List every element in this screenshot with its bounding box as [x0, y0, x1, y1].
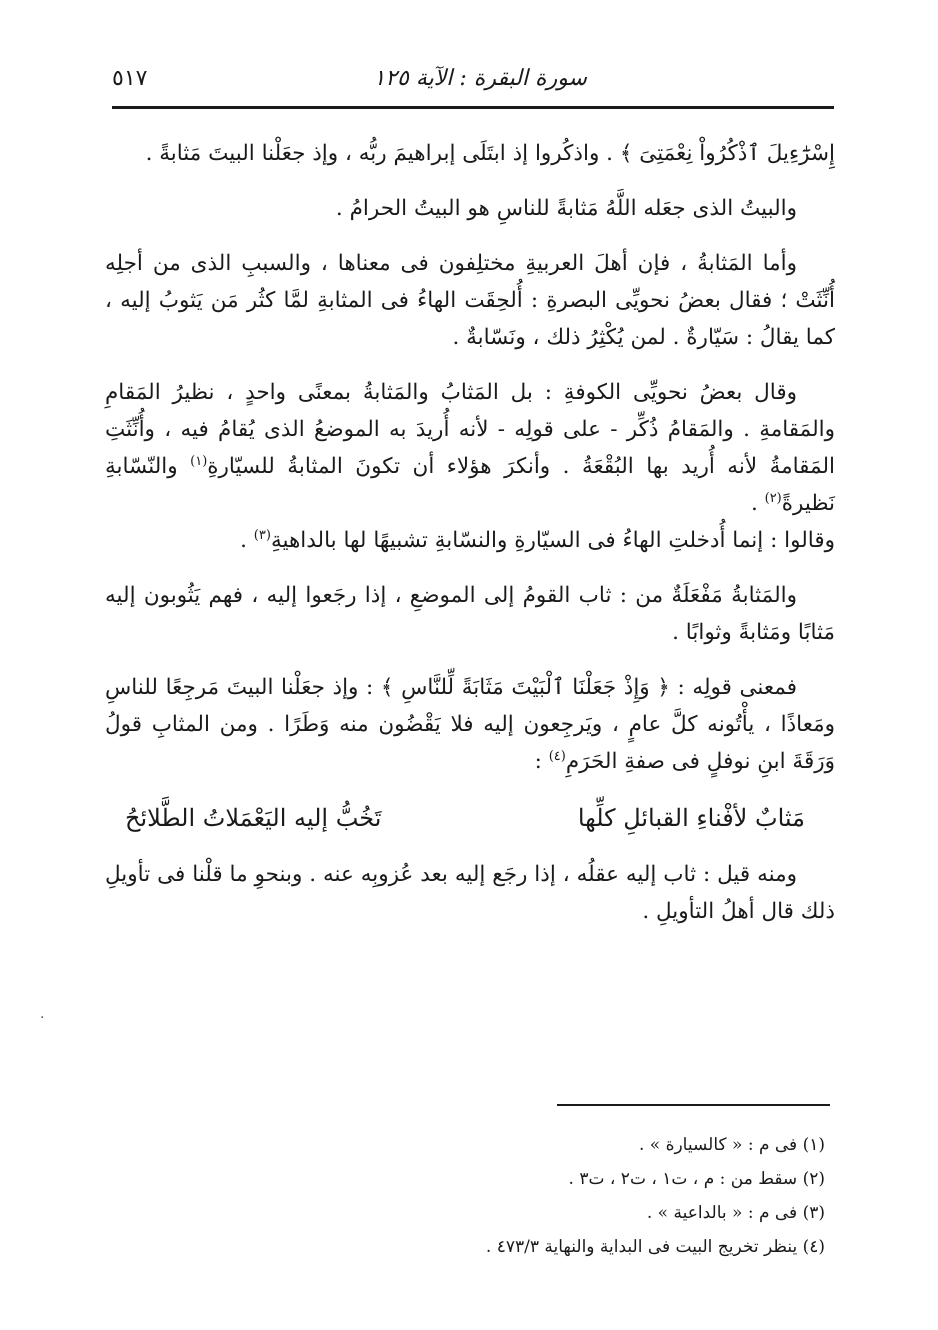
paragraph-4 [105, 374, 835, 559]
paragraph-7 [105, 669, 835, 780]
verse-first-hemistich: مَثابٌ لأفْناءِ القبائلِ كلِّها [577, 804, 805, 832]
paragraph-4-text-a: وقال بعضُ نحويِّى الكوفةِ : بل المَثابُ والمَثابةُ بمعنًى واحدٍ ، نظيرُ المَقامِ والمَقامةِ . والمَقامُ ذُكِّر - على قولِه - لأنه أُريدَ به الموضعُ الذى يُقامُ فيه ، وأُنِّثَتِ المَقامةُ لأنه أُريد بها البُقْعَةُ . وأنكرَ هؤلاء أن تكونَ المثابةُ للسيّارةِ [105, 380, 835, 479]
paragraph-4-text-c: . [750, 491, 765, 516]
footnote-ref-4: (٤) [548, 748, 566, 764]
paragraph-6: والمَثابةُ مَفْعَلَةٌ من : ثاب القومُ إلى الموضعِ ، إذا رجَعوا إليه ، فهم يَثُوبون إليه مَثابًا ومَثابةً وثوابًا . [105, 583, 835, 645]
header-rule [112, 106, 834, 109]
footnote-ref-2: (٢) [764, 490, 782, 506]
verse-second-hemistich: تَخُبُّ إليه اليَعْمَلاتُ الطَّلائحُ [125, 804, 382, 832]
footnote-ref-1: (١) [190, 453, 208, 469]
paragraph-4-text-b: والنّسّابةِ نَظيرةً [105, 454, 835, 516]
main-text [105, 135, 835, 948]
footnote-2: (٢) سقط من : م ، ت١ ، ت٢ ، ت٣ . [568, 1169, 825, 1189]
page-number: ٥١٧ [112, 66, 148, 91]
footnote-ref-3: (٣) [253, 527, 271, 543]
paragraph-1: إِسْرَٰٓءِيلَ ٱذْكُرُواْ نِعْمَتِىَ ﴾ . واذكُروا إذ ابتَلَى إبراهيمَ ربُّه ، وإذ جعَلْنا البيتَ مَثابةً . [145, 141, 835, 166]
paragraph-5-text-a: وقالوا : إنما أُدخلتِ الهاءُ فى السيّارةِ والنسّابةِ تشبيهًا لها بالداهيةِ [270, 528, 835, 553]
poetry-verse [105, 798, 835, 838]
paragraph-8: ومنه قيل : ثاب إليه عقلُه ، إذا رجَع إليه بعد عُزوبِه عنه . وبنحوِ ما قلْنا فى تأويلِ ذلك قال أهلُ التأويلِ . [105, 862, 835, 924]
footnote-4: (٤) ينظر تخريج البيت فى البداية والنهاية ٤٧٣/٣ . [485, 1237, 825, 1257]
running-header [112, 62, 832, 102]
footnote-3: (٣) فى م : « بالداعية » . [646, 1203, 825, 1223]
footnote-rule [557, 1104, 830, 1106]
footnote-1: (١) فى م : « كالسيارة » . [638, 1135, 825, 1155]
margin-dot: · [40, 1010, 45, 1026]
paragraph-3: وأما المَثابةُ ، فإن أهلَ العربيةِ مختلِفون فى معناها ، والسببِ الذى من أجلِه أُنِّثَتْ ؛ فقال بعضُ نحويِّى البصرةِ : أُلحِقَت الهاءُ فى المثابةِ لمَّا كثُر مَن يَثوبُ إليه ، كما يقالُ : سَيّارةٌ . لمن يُكْثِرُ ذلك ، ونَسّابةٌ . [105, 251, 835, 350]
paragraph-7-text-a: فمعنى قولِه : ﴿ وَإِذْ جَعَلْنَا ٱلْبَيْتَ مَثَابَةً لِّلنَّاسِ ﴾ : وإذ جعَلْنا البيتَ مَرجِعًا للناسِ ومَعاذًا ، يأْتُونه كلَّ عامٍ ، ويَرجِعون إليه فلا يَقْضُون منه وَطَرًا . ومن المثابِ قولُ وَرَقَةَ ابنِ نوفلٍ فى صفةِ الحَرَمِ [105, 675, 835, 774]
surah-title: سورة البقرة : الآية ١٢٥ [373, 66, 587, 91]
paragraph-5-text-b: . [240, 528, 254, 553]
paragraph-2: والبيتُ الذى جعَله اللَّهُ مَثابةً للناسِ هو البيتُ الحرامُ . [335, 196, 797, 221]
paragraph-7-text-b: : [534, 749, 549, 774]
footnotes [300, 1128, 825, 1264]
